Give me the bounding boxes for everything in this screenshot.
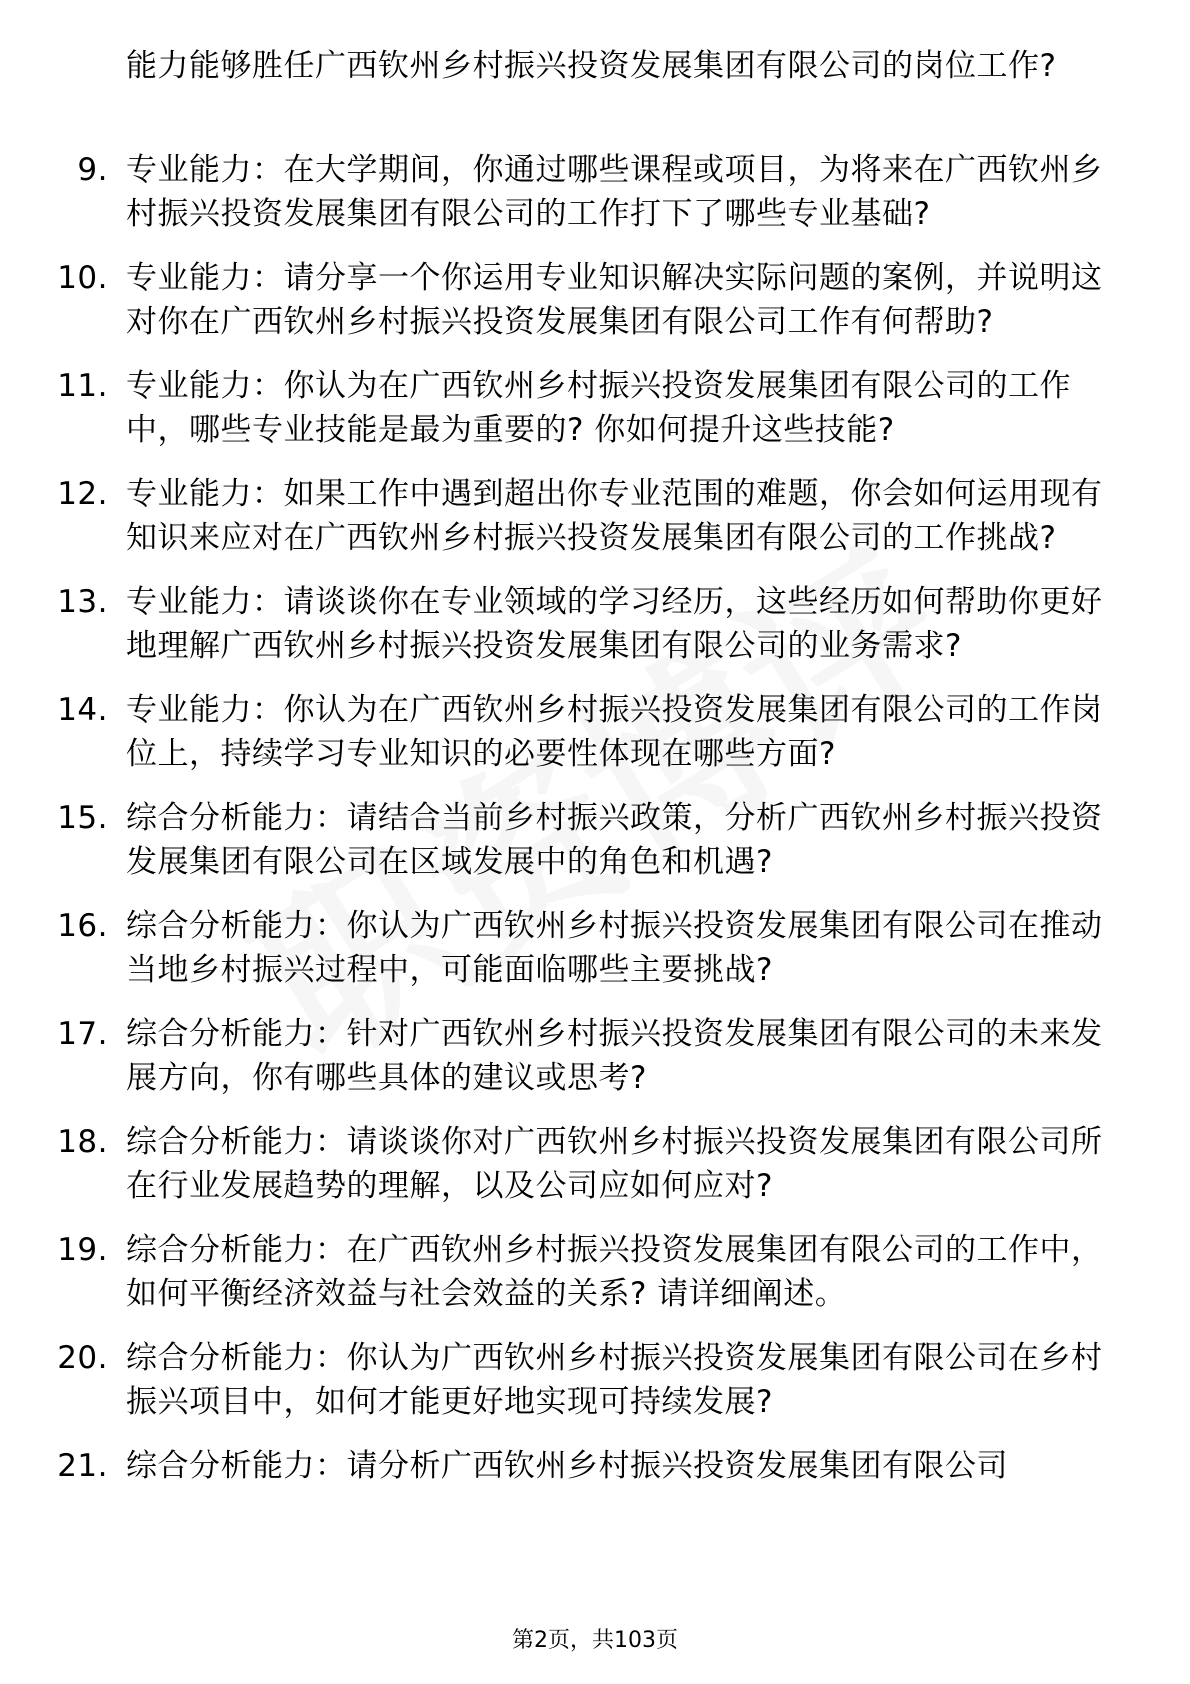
item-number: 20.	[57, 1340, 108, 1376]
list-item	[0, 904, 1118, 992]
item-number: 11.	[57, 368, 108, 404]
question-list	[0, 148, 1190, 1508]
item-number: 10.	[57, 260, 108, 296]
item-number: 16.	[57, 908, 108, 944]
list-item	[0, 796, 1118, 884]
list-item	[0, 1228, 1118, 1316]
list-item	[0, 1012, 1118, 1100]
list-item	[0, 1120, 1118, 1208]
list-item	[0, 364, 1118, 452]
item-text: 专业能力：你认为在广西钦州乡村振兴投资发展集团有限公司的工作岗位上，持续学习专业知识的必要性体现在哪些方面?	[126, 692, 1103, 772]
item-text: 综合分析能力：你认为广西钦州乡村振兴投资发展集团有限公司在乡村振兴项目中，如何才能更好地实现可持续发展?	[126, 1340, 1103, 1420]
list-item	[0, 688, 1118, 776]
item-text: 专业能力：请分享一个你运用专业知识解决实际问题的案例，并说明这对你在广西钦州乡村振兴投资发展集团有限公司工作有何帮助?	[126, 260, 1103, 340]
item-text: 专业能力：在大学期间，你通过哪些课程或项目，为将来在广西钦州乡村振兴投资发展集团有限公司的工作打下了哪些专业基础?	[126, 152, 1103, 232]
item-text: 综合分析能力：在广西钦州乡村振兴投资发展集团有限公司的工作中，如何平衡经济效益与社会效益的关系? 请详细阐述。	[126, 1232, 1103, 1312]
list-item	[0, 1444, 1118, 1488]
list-item	[0, 472, 1118, 560]
item-number: 15.	[57, 800, 108, 836]
page-footer: 第2页，共103页	[512, 1628, 678, 1653]
item-number: 21.	[57, 1448, 108, 1484]
item-text: 综合分析能力：针对广西钦州乡村振兴投资发展集团有限公司的未来发展方向，你有哪些具体的建议或思考?	[126, 1016, 1103, 1096]
item-number: 12.	[57, 476, 108, 512]
list-item	[0, 256, 1118, 344]
item-number: 13.	[57, 584, 108, 620]
item-text: 综合分析能力：请结合当前乡村振兴政策，分析广西钦州乡村振兴投资发展集团有限公司在区域发展中的角色和机遇?	[126, 800, 1103, 880]
item-number: 9.	[77, 152, 108, 188]
item-text: 综合分析能力：请分析广西钦州乡村振兴投资发展集团有限公司	[126, 1448, 1008, 1484]
item-text: 专业能力：如果工作中遇到超出你专业范围的难题，你会如何运用现有知识来应对在广西钦州乡村振兴投资发展集团有限公司的工作挑战?	[126, 476, 1103, 556]
item-number: 18.	[57, 1124, 108, 1160]
question-continuation: 能力能够胜任广西钦州乡村振兴投资发展集团有限公司的岗位工作?	[126, 48, 1057, 84]
item-text: 综合分析能力：请谈谈你对广西钦州乡村振兴投资发展集团有限公司所在行业发展趋势的理解，以及公司应如何应对?	[126, 1124, 1103, 1204]
item-number: 19.	[57, 1232, 108, 1268]
item-text: 综合分析能力：你认为广西钦州乡村振兴投资发展集团有限公司在推动当地乡村振兴过程中，可能面临哪些主要挑战?	[126, 908, 1103, 988]
item-number: 17.	[57, 1016, 108, 1052]
list-item	[0, 148, 1118, 236]
item-text: 专业能力：请谈谈你在专业领域的学习经历，这些经历如何帮助你更好地理解广西钦州乡村振兴投资发展集团有限公司的业务需求?	[126, 584, 1103, 664]
item-text: 专业能力：你认为在广西钦州乡村振兴投资发展集团有限公司的工作中，哪些专业技能是最为重要的? 你如何提升这些技能?	[126, 368, 1071, 448]
list-item	[0, 580, 1118, 668]
list-item	[0, 1336, 1118, 1424]
item-number: 14.	[57, 692, 108, 728]
